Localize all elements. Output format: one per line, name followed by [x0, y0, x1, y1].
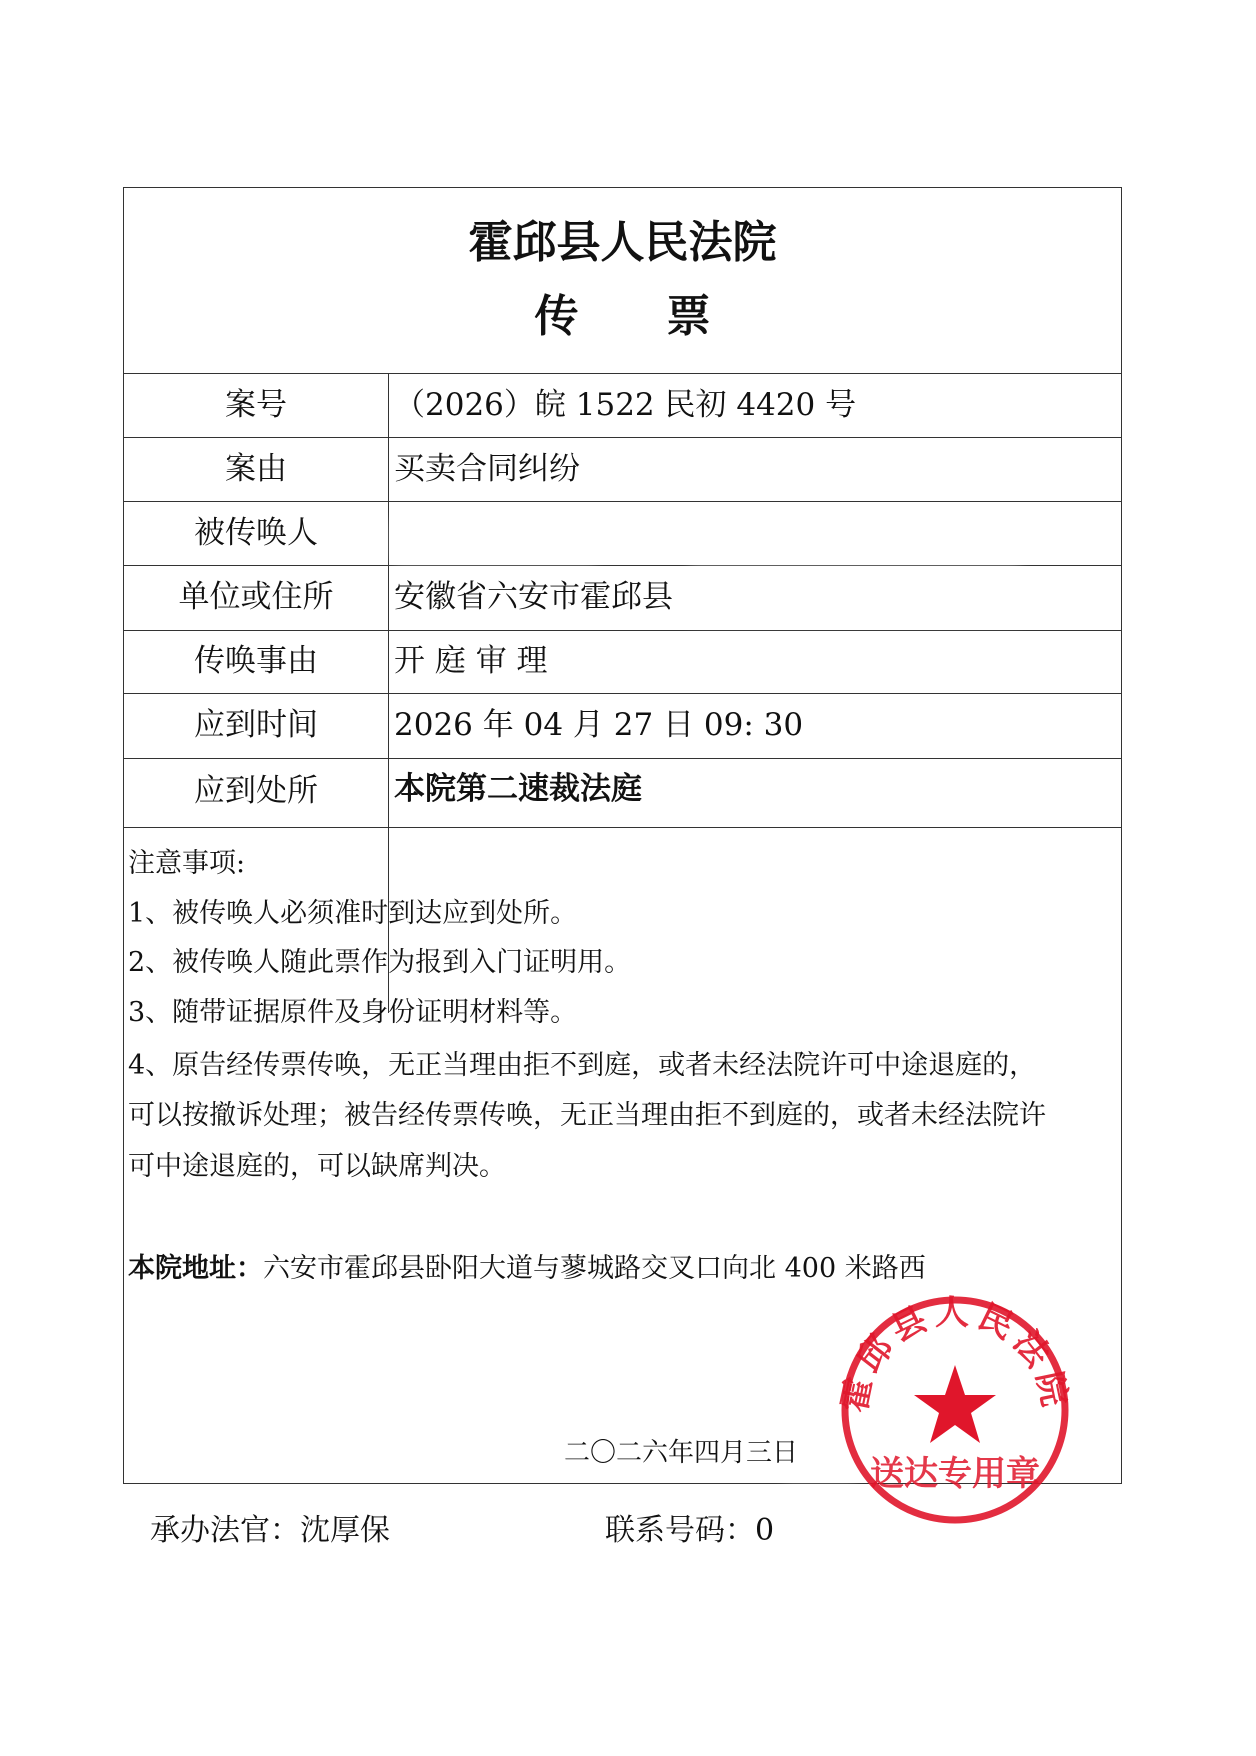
- divider: [124, 693, 1121, 694]
- judge-name: 沈厚保: [300, 1513, 390, 1548]
- official-seal: [830, 1285, 1080, 1535]
- court-address: [128, 1255, 926, 1282]
- seal-top-text: 霍邱县人民法院: [834, 1293, 1076, 1416]
- notes-heading: 注意事项:: [128, 848, 246, 879]
- row-label: 被传唤人: [194, 515, 318, 551]
- row-value: 安徽省六安市霍邱县: [394, 579, 673, 615]
- divider: [124, 437, 1121, 438]
- note-item: 2、被传唤人随此票作为报到入门证明用。: [128, 947, 632, 978]
- note-item: 1、被传唤人必须准时到达应到处所。: [128, 898, 578, 929]
- phone-label: 联系号码：: [605, 1513, 755, 1548]
- judge-info: [150, 1505, 390, 1549]
- note-item: 可中途退庭的，可以缺席判决。: [128, 1151, 506, 1182]
- judge-label: 承办法官：: [150, 1513, 300, 1548]
- row-label: 案由: [225, 451, 287, 487]
- redaction: [690, 570, 1020, 620]
- note-item: 4、原告经传票传唤，无正当理由拒不到庭，或者未经法院许可中途退庭的，: [128, 1050, 1037, 1081]
- row-label: 应到处所: [194, 773, 318, 809]
- divider: [124, 630, 1121, 631]
- address-value: 六安市霍邱县卧阳大道与蓼城路交叉口向北 400 米路西: [263, 1253, 926, 1284]
- note-item: 3、随带证据原件及身份证明材料等。: [128, 997, 578, 1028]
- address-label: 本院地址：: [128, 1253, 263, 1284]
- row-value: 2026 年 04 月 27 日 09: 30: [394, 707, 804, 743]
- row-value: 买卖合同纠纷: [394, 451, 580, 487]
- divider: [124, 827, 1121, 828]
- note-item: 可以按撤诉处理；被告经传票传唤，无正当理由拒不到庭的，或者未经法院许: [128, 1100, 1046, 1131]
- row-label: 应到时间: [194, 707, 318, 743]
- divider: [124, 373, 1121, 374]
- star-icon: [914, 1365, 996, 1443]
- phone-value: 0: [755, 1513, 775, 1548]
- seal-bottom-text: 送达专用章: [870, 1454, 1040, 1494]
- document-type: 传 票: [534, 291, 711, 342]
- issue-date: 二〇二六年四月三日: [564, 1438, 799, 1468]
- row-value: 本院第二速裁法庭: [394, 771, 642, 807]
- court-name: 霍邱县人民法院: [468, 217, 777, 268]
- redaction: [395, 520, 595, 560]
- divider: [124, 565, 1121, 566]
- row-label: 传唤事由: [194, 643, 318, 679]
- row-value: 开 庭 审 理: [394, 643, 548, 679]
- divider: [124, 758, 1121, 759]
- redaction: [785, 1490, 855, 1550]
- row-label: 案号: [225, 387, 287, 423]
- row-value: （2026）皖 1522 民初 4420 号: [394, 387, 857, 423]
- divider: [124, 501, 1121, 502]
- phone-info: [605, 1505, 774, 1549]
- row-label: 单位或住所: [178, 579, 334, 615]
